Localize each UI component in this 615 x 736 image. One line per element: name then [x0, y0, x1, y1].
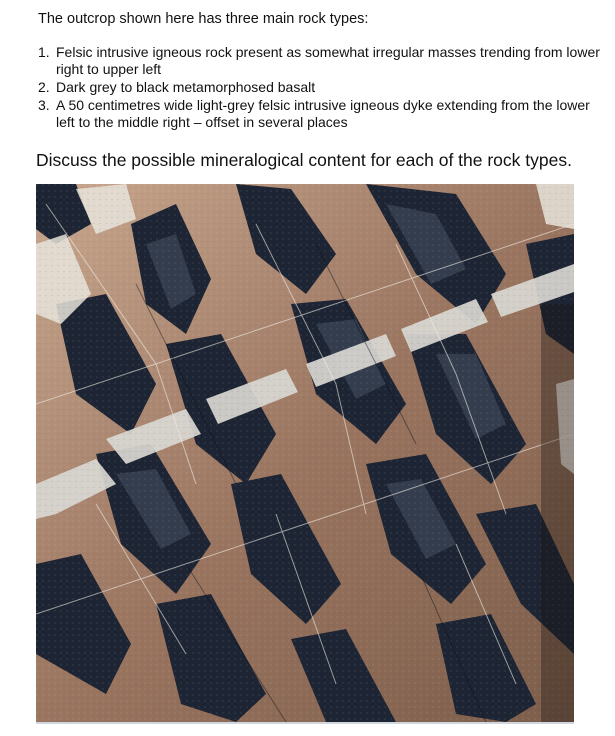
list-item-number: 3. [38, 97, 50, 113]
rock-type-list [38, 44, 603, 132]
outcrop-image [36, 184, 574, 722]
list-item-text: Dark grey to black metamorphosed basalt [56, 79, 316, 95]
list-item [38, 79, 603, 96]
list-item [38, 97, 603, 131]
discussion-question: Discuss the possible mineralogical content for each of the rock types. [36, 150, 572, 170]
photo-bottom-divider [36, 722, 574, 724]
intro-text: The outcrop shown here has three main rock types: [38, 11, 369, 27]
list-item [38, 44, 603, 78]
list-item-text: A 50 centimetres wide light-grey felsic intrusive igneous dyke extending from the lower left to the middle right – offset in several places [56, 97, 590, 130]
list-item-text: Felsic intrusive igneous rock present as somewhat irregular masses trending from lower right to upper left [56, 44, 600, 77]
outcrop-photo [36, 184, 574, 722]
list-item-number: 1. [38, 44, 50, 60]
list-item-number: 2. [38, 79, 50, 95]
